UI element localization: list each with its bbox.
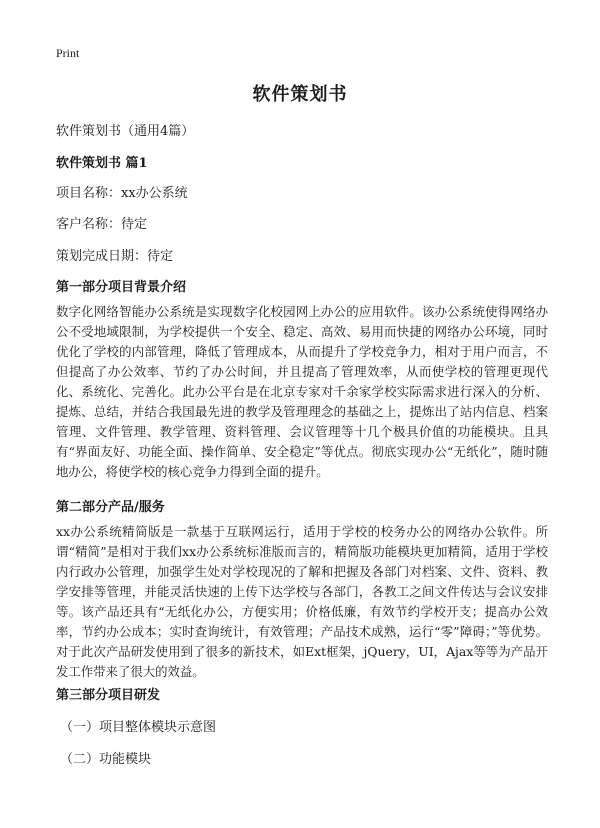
- completion-date: 策划完成日期：待定: [56, 249, 174, 264]
- part1-heading: 第一部分项目背景介绍: [56, 280, 187, 295]
- document-title: 软件策划书: [252, 84, 348, 105]
- part2-heading: 第二部分产品/服务: [56, 500, 165, 515]
- print-link[interactable]: Print: [56, 46, 80, 60]
- document-subtitle: 软件策划书（通用4篇）: [56, 124, 195, 139]
- project-name: 项目名称：xx办公系统: [56, 186, 188, 201]
- client-name: 客户名称：待定: [56, 217, 148, 232]
- part3-item-modules: （二）功能模块: [60, 752, 152, 767]
- part2-body: xx办公系统精简版是一款基于互联网运行，适用于学校的校务办公的网络办公软件。所谓“精简”是相对于我们xx办公系统标准版而言的，精简版功能模块更加精简，适用于学校内行政办公管理，加强学生处对学校现况的了解和把握及各部门对档案、文件、资料、教学安排等管理，并能灵活快速的上传下达学校与各部门，各教工之间文件传达与会议安排等。该产品还具有“无纸化办公，方便实用；价格低廉，有效节约学校开支；提高办公效率，节约办公成本；实时查询统计，有效管理；产品技术成熟，运行“零”障碍；”等优势。对于此次产品研发使用到了很多的新技术，如Ext框架，jQuery，UI，Ajax等等为产品开发工作带来了很大的效益。: [56, 524, 548, 679]
- part3-item-overview: （一）项目整体模块示意图: [60, 720, 217, 735]
- part3-heading: 第三部分项目研发: [56, 688, 161, 703]
- part1-body: 数字化网络智能办公系统是实现数字化校园网上办公的应用软件。该办公系统使得网络办公不受地域限制，为学校提供一个安全、稳定、高效、易用而快捷的网络办公环境，同时优化了学校的内部管理，降低了管理成本，从而提升了学校竞争力，相对于用户而言，不但提高了办公效率、节约了办公时间，并且提高了管理效率，从而使学校的管理更现代化、系统化、完善化。此办公平台是在北京专家对千余家学校实际需求进行深入的分析、提炼、总结，并结合我国最先进的教学及管理理念的基础之上，提炼出了站内信息、档案管理、文件管理、教学管理、资料管理、会议管理等十几个极具价值的功能模块。且具有“界面友好、功能全面、操作简单、安全稳定”等优点。彻底实现办公“无纸化”，随时随地办公，将使学校的核心竞争力得到全面的提升。: [56, 304, 548, 479]
- section-title: 软件策划书 篇1: [56, 156, 148, 171]
